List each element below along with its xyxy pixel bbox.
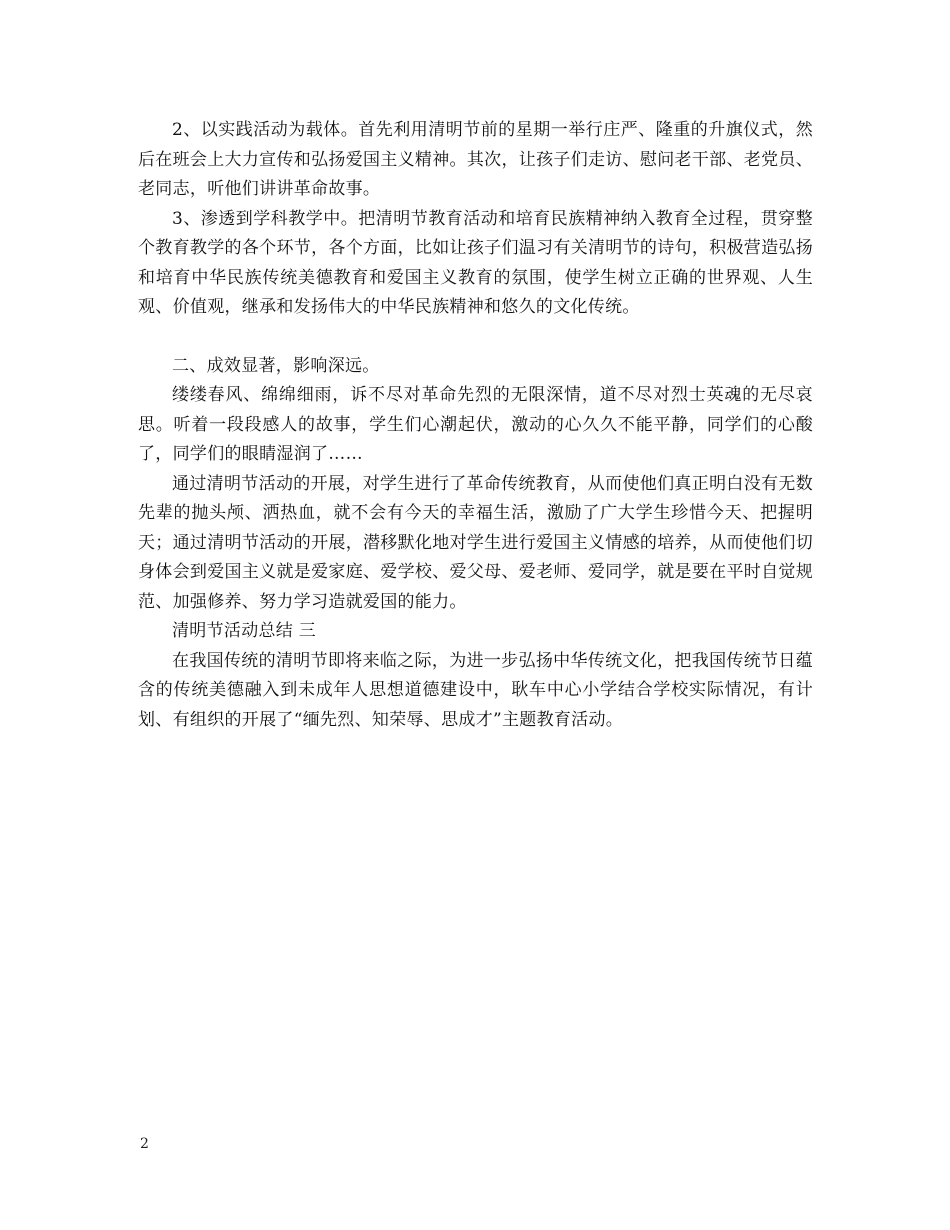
document-body — [138, 116, 813, 735]
section-heading-results: 二、成效显著，影响深远。 — [172, 355, 380, 376]
paragraph-gap — [138, 323, 813, 352]
paragraph-practice-activities: 2、以实践活动为载体。首先利用清明节前的星期一举行庄严、隆重的升旗仪式，然后在班会上大力宣传和弘扬爱国主义精神。其次，让孩子们走访、慰问老干部、老党员、老同志，听他们讲讲革命故事。 — [138, 120, 813, 199]
page-number: 2 — [140, 1136, 149, 1152]
paragraph-subject-teaching: 3、渗透到学科教学中。把清明节教育活动和培育民族精神纳入教育全过程，贯穿整个教育教学的各个环节，各个方面，比如让孩子们温习有关清明节的诗句，积极营造弘扬和培育中华民族传统美德教育和爱国主义教育的氛围，使学生树立正确的世界观、人生观、价值观，继承和发扬伟大的中华民族精神和悠久的文化传统。 — [138, 208, 813, 317]
paragraph-summary-intro: 在我国传统的清明节即将来临之际，为进一步弘扬中华传统文化，把我国传统节日蕴含的传统美德融入到未成年人思想道德建设中，耿车中心小学结合学校实际情况，有计划、有组织的开展了“缅先烈、知荣辱、思成才”主题教育活动。 — [138, 650, 813, 730]
paragraph-spring-breeze: 缕缕春风、绵绵细雨，诉不尽对革命先烈的无限深情，道不尽对烈士英魂的无尽哀思。听着一段段感人的故事，学生们心潮起伏，激动的心久久不能平静，同学们的心酸了，同学们的眼睛湿润了…… — [138, 385, 813, 464]
section-heading-summary-three: 清明节活动总结 三 — [172, 621, 317, 641]
paragraph-education-effects: 通过清明节活动的开展，对学生进行了革命传统教育，从而使他们真正明白没有无数先辈的抛头颅、洒热血，就不会有今天的幸福生活，激励了广大学生珍惜今天、把握明天；通过清明节活动的开展，潜移默化地对学生进行爱国主义情感的培养，从而使他们切身体会到爱国主义就是爱家庭、爱学校、爱父母、爱老师、爱同学，就是要在平时自觉规范、加强修养、努力学习造就爱国的能力。 — [138, 473, 813, 612]
